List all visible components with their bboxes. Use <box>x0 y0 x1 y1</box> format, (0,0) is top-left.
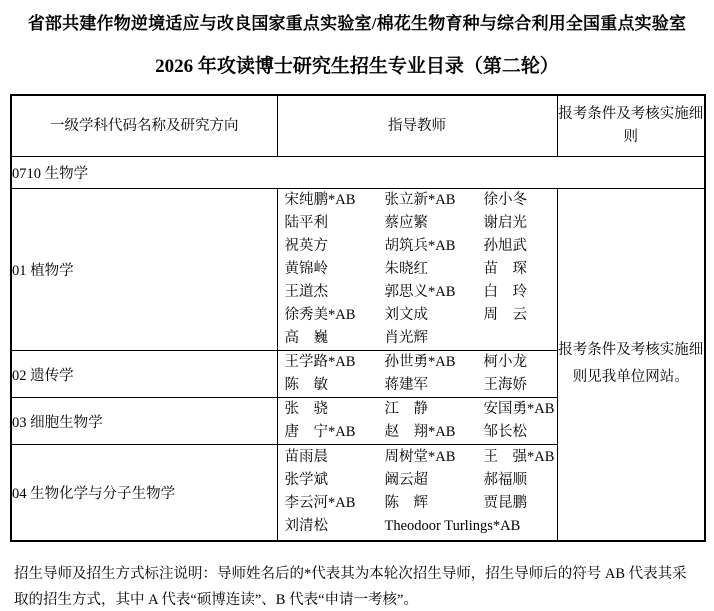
teacher-name: 蔡应繁 <box>384 215 428 231</box>
teacher-name: 蒋建军 <box>384 377 428 393</box>
teacher-name: 张立新*AB <box>384 192 456 208</box>
teacher-name: 孙旭武 <box>483 238 527 254</box>
teacher-name: 唐 宁*AB <box>284 424 356 440</box>
supervisors-cell <box>277 189 557 351</box>
teacher-name: 郝福顺 <box>483 472 527 489</box>
footer-note: 招生导师及招生方式标注说明：导师姓名后的*代表其为本轮次招生导师，招生导师后的符号 AB 代表其采取的招生方式，其中 A 代表“硕博连读”、B 代表“申请一考核”。 <box>14 565 687 608</box>
teacher-name: 陈 敏 <box>284 377 328 393</box>
teacher-name: 安国勇*AB <box>483 401 555 417</box>
column-header-requirements: 报考条件及考核实施细则 <box>557 95 705 157</box>
teacher-name: 刘清松 <box>284 518 328 535</box>
page-title-catalog: 2026 年攻读博士研究生招生专业目录（第二轮） <box>155 56 559 77</box>
teacher-name: 陈 辉 <box>384 495 428 512</box>
teacher-name: 郭思义*AB <box>384 284 456 300</box>
teacher-name: 胡筑兵*AB <box>384 238 456 254</box>
column-header-supervisors: 指导教师 <box>277 95 557 157</box>
teacher-name: 张学斌 <box>284 472 328 489</box>
teacher-name: 周树堂*AB <box>384 449 456 466</box>
teacher-name: 贾昆鹏 <box>483 495 527 512</box>
teacher-name: 张 骁 <box>284 401 328 417</box>
supervisors-cell <box>277 351 557 398</box>
table-header-row <box>11 95 705 157</box>
teacher-name: 周 云 <box>483 307 527 323</box>
teacher-name: 肖光辉 <box>384 330 428 346</box>
major-cell-cell-biology: 03 细胞生物学 <box>11 398 277 445</box>
teacher-name: 徐小冬 <box>483 192 527 208</box>
teacher-name: 孙世勇*AB <box>384 354 456 370</box>
teacher-name: 白 玲 <box>483 284 527 300</box>
teacher-name: 邹长松 <box>483 424 527 440</box>
teacher-grid <box>278 446 557 538</box>
teacher-name: 苗雨晨 <box>284 449 328 466</box>
teacher-name: 李云河*AB <box>284 495 356 512</box>
supervisors-cell <box>277 398 557 445</box>
teacher-grid <box>278 351 557 397</box>
supervisors-cell <box>277 445 557 541</box>
teacher-name: 江 静 <box>384 401 428 417</box>
teacher-name: 祝英方 <box>284 238 328 254</box>
major-cell-genetics: 02 遗传学 <box>11 351 277 398</box>
section-row <box>11 157 705 189</box>
teacher-name: 王学路*AB <box>284 354 356 370</box>
teacher-grid <box>278 189 557 350</box>
teacher-name: 宋纯鹏*AB <box>284 192 356 208</box>
teacher-grid <box>278 398 557 444</box>
teacher-name: 高 巍 <box>284 330 328 346</box>
page-title-laboratory: 省部共建作物逆境适应与改良国家重点实验室/棉花生物育种与综合利用全国重点实验室 <box>27 14 687 33</box>
teacher-name: 徐秀美*AB <box>284 307 356 323</box>
requirements-cell: 报考条件及考核实施细则见我单位网站。 <box>557 189 705 541</box>
teacher-name: 王 强*AB <box>483 449 555 466</box>
section-cell-biology: 0710 生物学 <box>11 157 705 189</box>
teacher-name: 赵 翔*AB <box>384 424 456 440</box>
teacher-name: 苗 琛 <box>483 261 527 277</box>
teacher-name <box>484 327 557 350</box>
column-header-discipline: 一级学科代码名称及研究方向 <box>11 95 277 157</box>
major-cell-biochemistry: 04 生物化学与分子生物学 <box>11 445 277 541</box>
teacher-name: Theodoor Turlings*AB <box>384 518 521 535</box>
table-row <box>11 189 705 351</box>
teacher-name: 陆平利 <box>284 215 328 231</box>
teacher-name: 朱晓红 <box>384 261 428 277</box>
teacher-name: 王道杰 <box>284 284 328 300</box>
teacher-name: 阚云超 <box>384 472 428 489</box>
teacher-name: 柯小龙 <box>483 354 527 370</box>
teacher-name: 黄锦岭 <box>284 261 328 277</box>
recruitment-table <box>10 94 706 542</box>
teacher-name: 谢启光 <box>483 215 527 231</box>
major-cell-botany: 01 植物学 <box>11 189 277 351</box>
teacher-name: 刘文成 <box>384 307 428 323</box>
teacher-name: 王海娇 <box>483 377 527 393</box>
